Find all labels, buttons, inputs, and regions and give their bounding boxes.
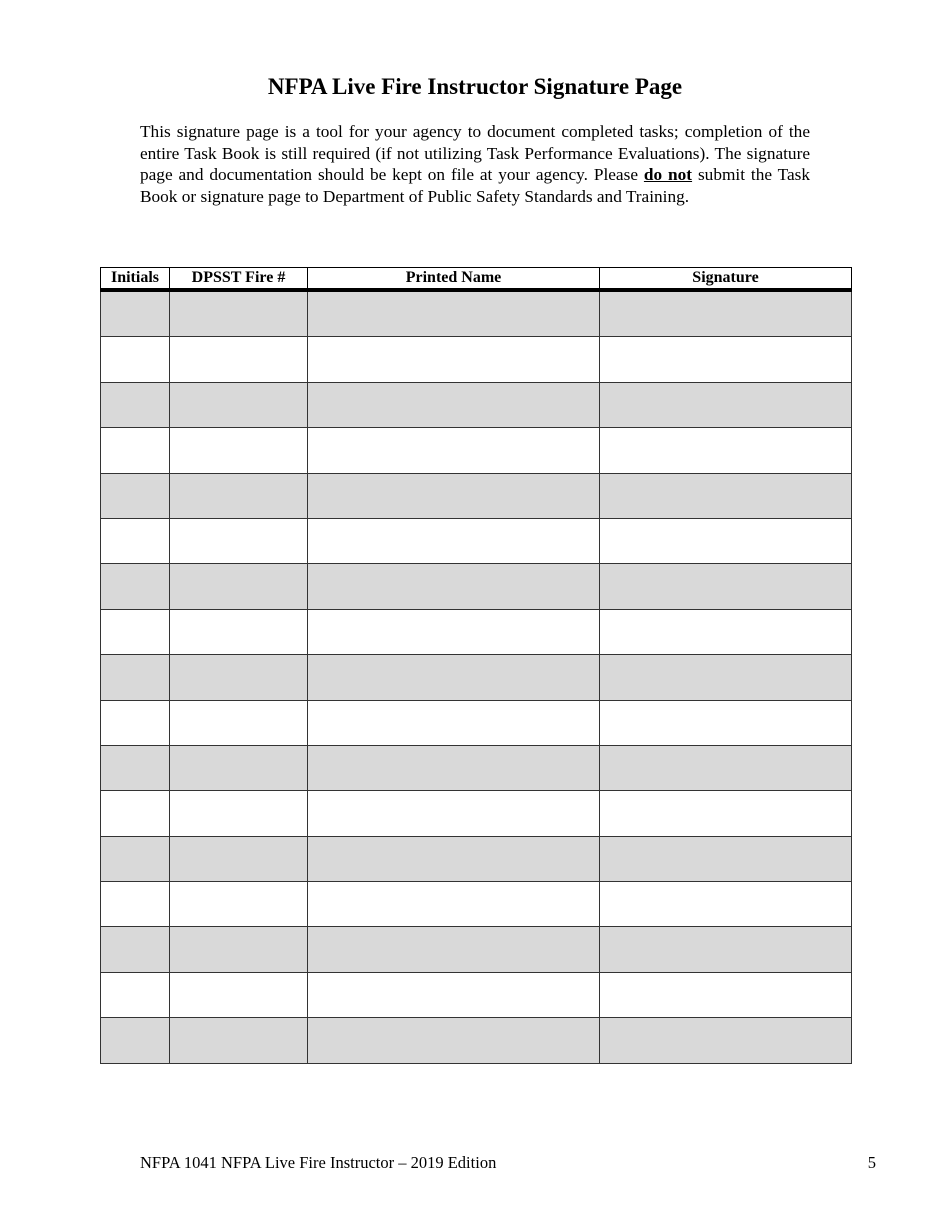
dpsst-fire-number-cell[interactable] [170, 428, 308, 473]
dpsst-fire-number-cell[interactable] [170, 609, 308, 654]
initials-cell[interactable] [101, 655, 170, 700]
initials-cell[interactable] [101, 290, 170, 337]
printed-name-cell[interactable] [308, 564, 600, 609]
table-row [101, 518, 852, 563]
signature-cell[interactable] [600, 564, 852, 609]
initials-cell[interactable] [101, 473, 170, 518]
signature-cell[interactable] [600, 518, 852, 563]
signature-cell[interactable] [600, 473, 852, 518]
initials-cell[interactable] [101, 700, 170, 745]
signature-cell[interactable] [600, 1018, 852, 1063]
header-initials: Initials [101, 268, 170, 291]
initials-cell[interactable] [101, 882, 170, 927]
dpsst-fire-number-cell[interactable] [170, 337, 308, 382]
initials-cell[interactable] [101, 927, 170, 972]
printed-name-cell[interactable] [308, 655, 600, 700]
dpsst-fire-number-cell[interactable] [170, 655, 308, 700]
initials-cell[interactable] [101, 518, 170, 563]
initials-cell[interactable] [101, 337, 170, 382]
header-printed-name: Printed Name [308, 268, 600, 291]
table-row [101, 836, 852, 881]
table-row [101, 1018, 852, 1063]
signature-cell[interactable] [600, 972, 852, 1017]
initials-cell[interactable] [101, 972, 170, 1017]
dpsst-fire-number-cell[interactable] [170, 745, 308, 790]
footer-edition: NFPA 1041 NFPA Live Fire Instructor – 2019 Edition [140, 1153, 497, 1172]
signature-cell[interactable] [600, 791, 852, 836]
signature-cell[interactable] [600, 428, 852, 473]
table-row [101, 428, 852, 473]
dpsst-fire-number-cell[interactable] [170, 972, 308, 1017]
printed-name-cell[interactable] [308, 609, 600, 654]
dpsst-fire-number-cell[interactable] [170, 382, 308, 427]
dpsst-fire-number-cell[interactable] [170, 791, 308, 836]
signature-cell[interactable] [600, 609, 852, 654]
table-row [101, 609, 852, 654]
table-row [101, 290, 852, 337]
printed-name-cell[interactable] [308, 882, 600, 927]
signature-cell[interactable] [600, 290, 852, 337]
intro-paragraph [140, 121, 810, 207]
printed-name-cell[interactable] [308, 428, 600, 473]
table-row [101, 564, 852, 609]
signature-cell[interactable] [600, 382, 852, 427]
printed-name-cell[interactable] [308, 745, 600, 790]
signature-cell[interactable] [600, 836, 852, 881]
table-row [101, 882, 852, 927]
printed-name-cell[interactable] [308, 700, 600, 745]
table-row [101, 655, 852, 700]
table-row [101, 473, 852, 518]
signature-cell[interactable] [600, 337, 852, 382]
table-row [101, 791, 852, 836]
table-row [101, 337, 852, 382]
table-header-row [101, 268, 852, 291]
dpsst-fire-number-cell[interactable] [170, 290, 308, 337]
signature-table-body [101, 290, 852, 1063]
signature-cell[interactable] [600, 882, 852, 927]
printed-name-cell[interactable] [308, 290, 600, 337]
initials-cell[interactable] [101, 836, 170, 881]
initials-cell[interactable] [101, 791, 170, 836]
signature-cell[interactable] [600, 745, 852, 790]
table-row [101, 972, 852, 1017]
dpsst-fire-number-cell[interactable] [170, 927, 308, 972]
intro-text-part1: This signature page is a tool for your agency to document completed tasks; completion of the entire Task Book is still required (if not utilizing Task Performance Evaluations). The signature page and documentation should be kept on file at your agency. Please [140, 122, 810, 184]
printed-name-cell[interactable] [308, 518, 600, 563]
dpsst-fire-number-cell[interactable] [170, 882, 308, 927]
signature-cell[interactable] [600, 927, 852, 972]
table-row [101, 382, 852, 427]
dpsst-fire-number-cell[interactable] [170, 564, 308, 609]
intro-text-part2: submit the Task Book or signature page to Department of Public Safety Standards and Training. [140, 165, 810, 206]
printed-name-cell[interactable] [308, 791, 600, 836]
dpsst-fire-number-cell[interactable] [170, 518, 308, 563]
table-row [101, 700, 852, 745]
printed-name-cell[interactable] [308, 337, 600, 382]
intro-emphasis: do not [643, 165, 693, 184]
initials-cell[interactable] [101, 428, 170, 473]
header-dpsst-fire-number: DPSST Fire # [170, 268, 308, 291]
dpsst-fire-number-cell[interactable] [170, 836, 308, 881]
initials-cell[interactable] [101, 745, 170, 790]
header-signature: Signature [600, 268, 852, 291]
printed-name-cell[interactable] [308, 473, 600, 518]
dpsst-fire-number-cell[interactable] [170, 700, 308, 745]
initials-cell[interactable] [101, 1018, 170, 1063]
table-row [101, 745, 852, 790]
printed-name-cell[interactable] [308, 972, 600, 1017]
signature-cell[interactable] [600, 655, 852, 700]
signature-cell[interactable] [600, 700, 852, 745]
printed-name-cell[interactable] [308, 1018, 600, 1063]
initials-cell[interactable] [101, 564, 170, 609]
printed-name-cell[interactable] [308, 382, 600, 427]
dpsst-fire-number-cell[interactable] [170, 473, 308, 518]
printed-name-cell[interactable] [308, 836, 600, 881]
printed-name-cell[interactable] [308, 927, 600, 972]
signature-table [100, 267, 852, 1064]
table-row [101, 927, 852, 972]
initials-cell[interactable] [101, 609, 170, 654]
initials-cell[interactable] [101, 382, 170, 427]
page-title: NFPA Live Fire Instructor Signature Page [267, 74, 683, 99]
dpsst-fire-number-cell[interactable] [170, 1018, 308, 1063]
page-number: 5 [867, 1153, 876, 1172]
